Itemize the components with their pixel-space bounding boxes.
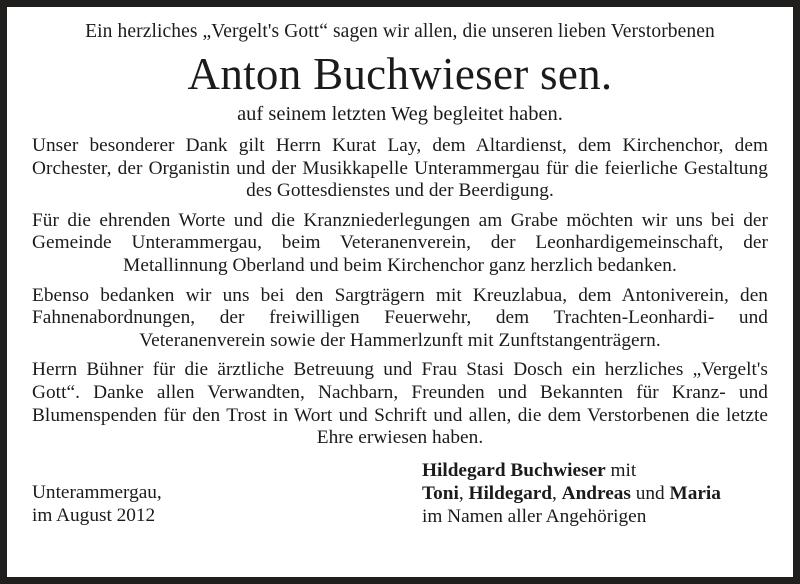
thanks-paragraph-2: Für die ehrenden Worte und die Kranzniederlegungen am Grabe möchten wir uns bei der Gemeinde Unterammergau, beim Veteranenverein, der Leonhardigemeinschaft, der Metallinnung Oberland und beim Kirchenchor ganz herzlich bedanken.	[32, 209, 768, 276]
signature-name-hildegard: Hildegard	[468, 482, 553, 504]
signature-separator-3: und	[630, 482, 670, 504]
signature-name-maria: Maria	[669, 482, 721, 504]
deceased-name: Anton Buchwieser sen.	[187, 49, 613, 99]
signature-family	[422, 459, 768, 528]
signature-place-date	[32, 481, 422, 528]
signature-date: im August 2012	[32, 504, 156, 526]
signature-place: Unterammergau,	[32, 481, 162, 503]
subtitle-text: auf seinem letzten Weg begleitet haben.	[237, 103, 563, 125]
thanks-paragraph-3: Ebenso bedanken wir uns bei den Sargträgern mit Kreuzlabua, dem Antoniverein, den Fahnenabordnungen, der freiwilligen Feuerwehr, dem Trachten-Leonhardi- und Veteranenverein sowie der Hammerlzunft mit Zunftstangenträgern.	[32, 284, 768, 351]
thanks-paragraph-4: Herrn Bühner für die ärztliche Betreuung und Frau Stasi Dosch ein herzliches „Vergelt's Gott“. Danke allen Verwandten, Nachbarn, Freunden und Bekannten für Kranz- und Blumenspenden für den Trost in Wort und Schrift und allen, die dem Verstorbenen die letzte Ehre erwiesen haben.	[32, 359, 768, 449]
signature-separator-1: ,	[458, 482, 469, 504]
signature-line1-suffix: mit	[605, 459, 637, 481]
signature-family-line-3: im Namen aller Angehörigen	[422, 505, 647, 527]
signature-primary-name: Hildegard Buchwieser	[422, 459, 606, 481]
signature-name-andreas: Andreas	[561, 482, 631, 504]
signature-family-line-2	[422, 482, 768, 505]
notice-inner	[7, 7, 793, 577]
signature-family-line-1	[422, 459, 768, 482]
signature-block	[32, 459, 768, 528]
signature-separator-2: ,	[552, 482, 562, 504]
thanks-paragraph-1: Unser besonderer Dank gilt Herrn Kurat Lay, dem Altardienst, dem Kirchenchor, dem Orchester, der Organistin und der Musikkapelle Unterammergau für die feierliche Gestaltung des Gottesdienstes und der Beerdigung.	[32, 135, 768, 202]
signature-name-toni: Toni	[422, 482, 459, 504]
intro-text: Ein herzliches „Vergelt's Gott“ sagen wir allen, die unseren lieben Verstorbenen	[85, 21, 715, 42]
